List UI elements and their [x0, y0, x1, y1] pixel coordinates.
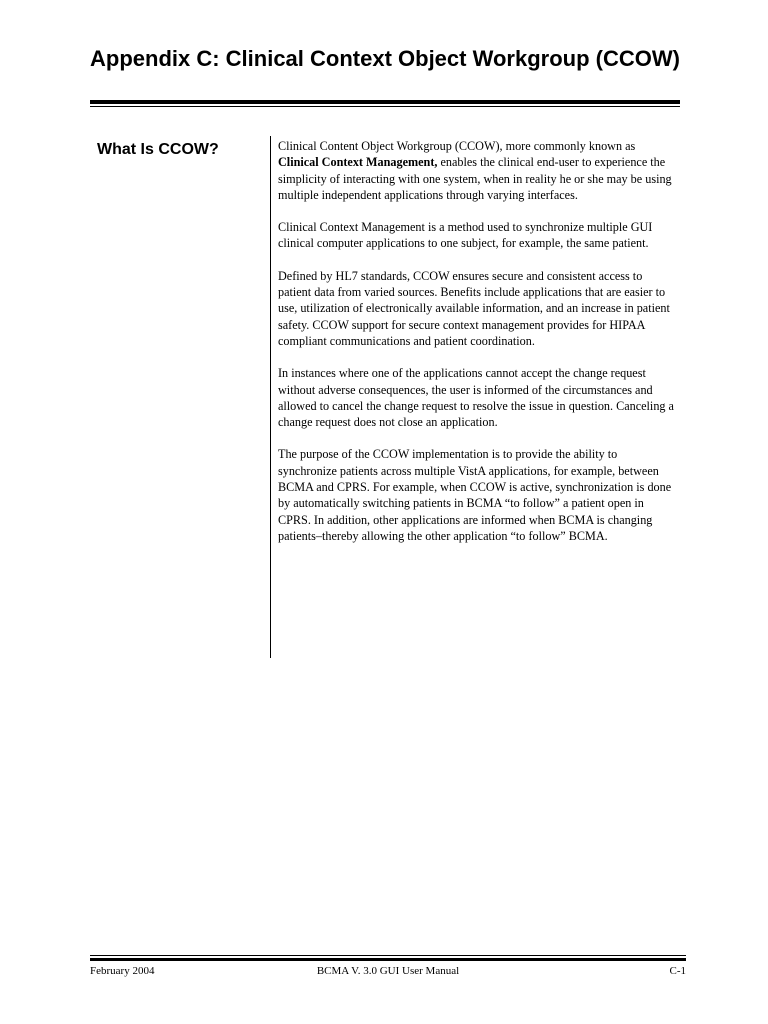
paragraph-5: The purpose of the CCOW implementation is to provide the ability to synchronize patients across multiple VistA applications, for example, between BCMA and CPRS. For example, when CCOW is active, synchronization is done by automatically switching patients in BCMA “to follow” a patient open in CPRS. In addition, other applications are informed when BCMA is changing patients–thereby allowing the other application “to follow” BCMA.	[278, 447, 672, 543]
bold-term: Clinical Context Management,	[278, 155, 438, 170]
paragraph-1	[278, 138, 676, 203]
paragraph-4: In instances where one of the applications cannot accept the change request without adverse consequences, the user is informed of the circumstances and allowed to cancel the change request to resolve the issue in question. Canceling a change request does not close an application.	[278, 366, 674, 430]
footer-rule	[90, 958, 686, 961]
title-rule	[90, 100, 680, 104]
section-heading: What Is CCOW?	[97, 141, 219, 158]
paragraph-1-end: enables the clinical end-user to experience the simplicity of interacting with one system, when in reality he or she may be using multiple independent applications through varying interfaces.	[278, 155, 672, 202]
paragraph-2: Clinical Context Management is a method used to synchronize multiple GUI clinical computer applications to one subject, for example, the same patient.	[278, 220, 653, 251]
footer-date: February 2004	[90, 965, 155, 977]
page-footer	[90, 964, 686, 978]
footer-rule-thin	[90, 955, 686, 956]
paragraph-1-start: Clinical Content Object Workgroup (CCOW), more commonly known as	[278, 139, 636, 153]
title-rule-thin	[90, 106, 680, 107]
footer-manual-title: BCMA V. 3.0 GUI User Manual	[316, 965, 460, 977]
page-title: Appendix C: Clinical Context Object Workgroup (CCOW)	[90, 46, 680, 71]
column-divider	[270, 136, 271, 658]
body-text	[278, 138, 676, 560]
paragraph-3: Defined by HL7 standards, CCOW ensures secure and consistent access to patient data from varied sources. Benefits include applications that are easier to use, utilization of electronically available information, and an increase in patient safety. CCOW support for secure context management provides for HIPAA compliant communications and patient coordination.	[278, 268, 670, 348]
footer-page-number: C-1	[669, 965, 686, 977]
